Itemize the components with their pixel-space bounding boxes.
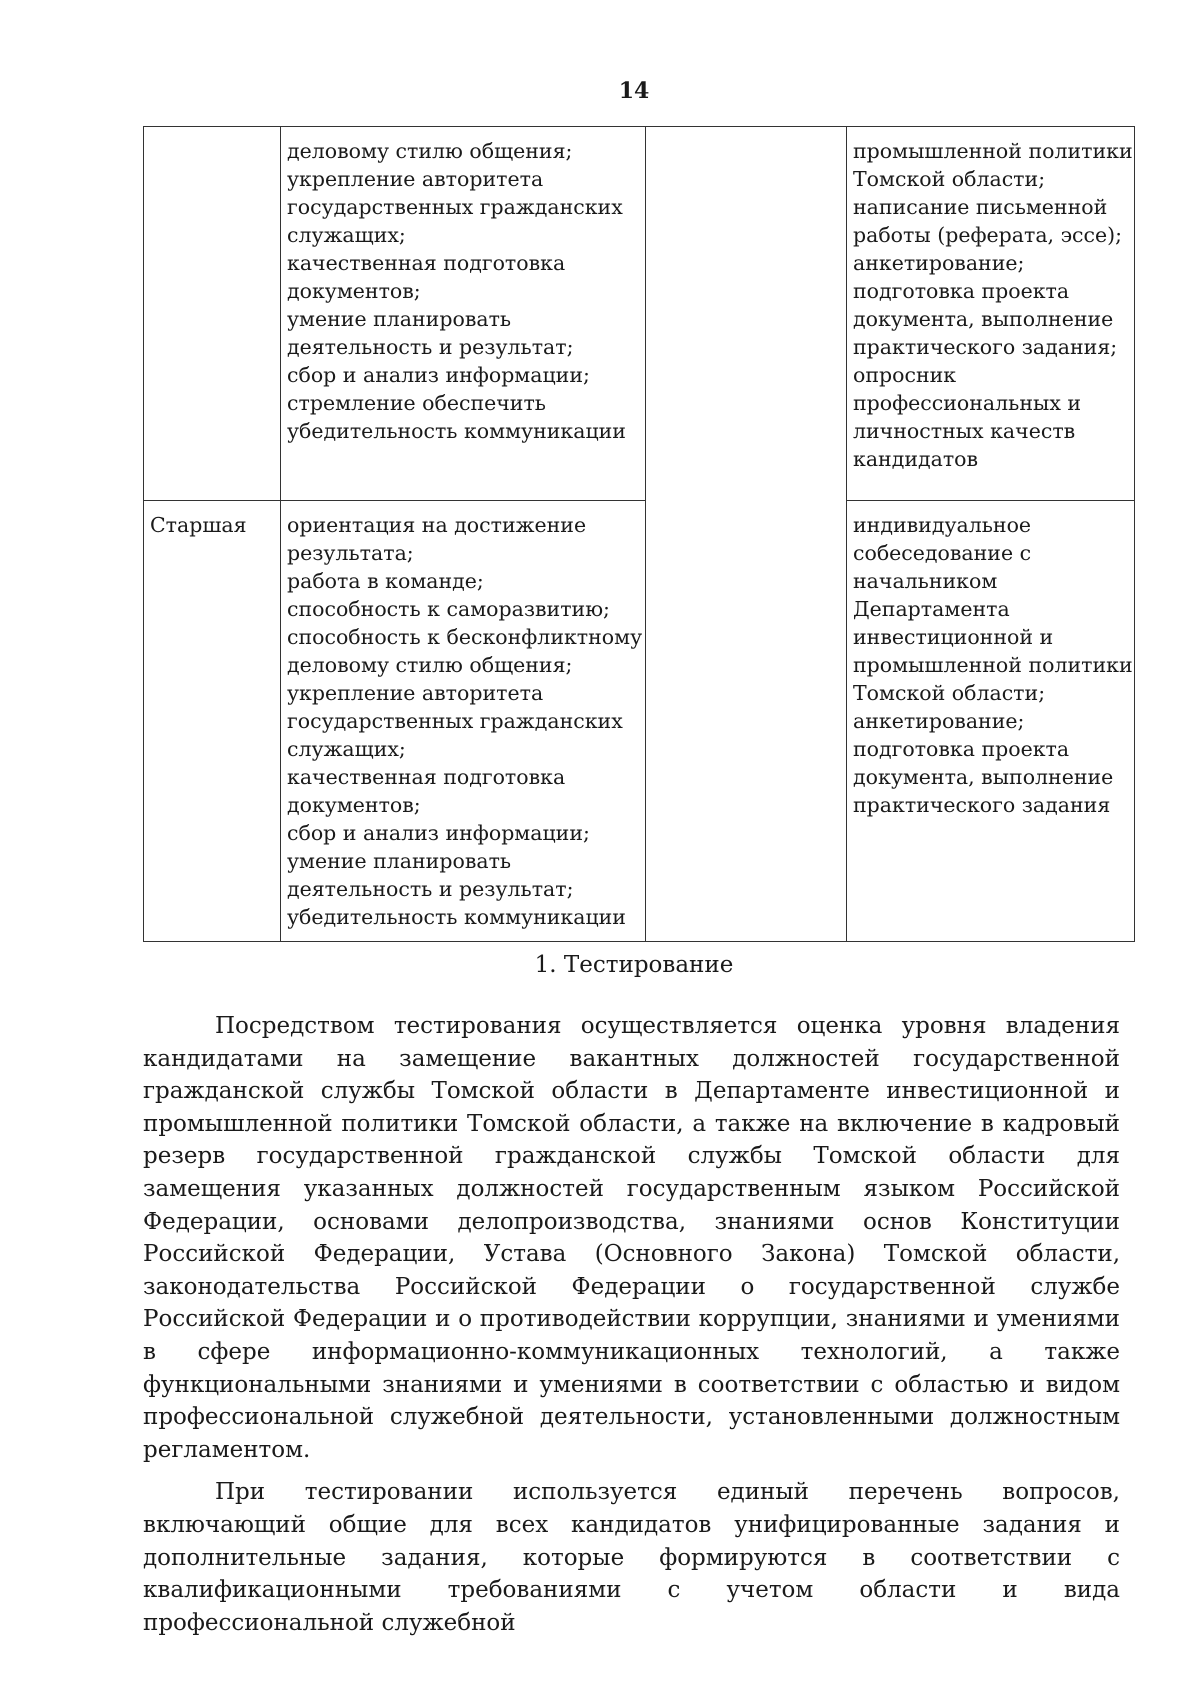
competency-line: способность к бесконфликтному [287,625,643,649]
competency-line: деловому стилю общения; [287,653,573,677]
group-cell [144,501,281,942]
competency-line: укрепление авторитета [287,681,544,705]
method-line: промышленной политики [853,653,1133,677]
paragraph: При тестировании используется единый перечень вопросов, включающий общие для всех кандидатов унифицированные задания и дополнительные задания, которые формируются в соответствии с квалификационными требованиями с учетом области и вида профессиональной служебной [143,1479,1120,1636]
body-text [143,1010,1120,1649]
competency-line: качественная подготовка [287,251,566,275]
competency-line: ориентация на достижение [287,513,587,537]
method-line: инвестиционной и [853,625,1054,649]
method-line: анкетирование; [853,709,1025,733]
table-row [144,127,1135,501]
method-line: практического задания; [853,335,1118,359]
paragraph: Посредством тестирования осуществляется оценка уровня владения кандидатами на замещение вакантных должностей государственной гражданской службы Томской области в Департаменте инвестиционной и промышленной политики Томской области, а также на включение в кадровый резерв государственной гражданской службы Томской области для замещения указанных должностей государственным языком Российской Федерации, основами делопроизводства, знаниями основ Конституции Российской Федерации, Устава (Основного Закона) Томской области, законодательства Российской Федерации о государственной службе Российской Федерации и о противодействии коррупции, знаниями и умениями в сфере информационно-коммуникационных технологий, а также функциональными знаниями и умениями в соответствии с областью и видом профессиональной служебной деятельности, установленными должностным регламентом. [143,1013,1120,1463]
table-row [144,501,1135,942]
competency-line: укрепление авторитета [287,167,544,191]
group-cell [144,127,281,501]
method-line: личностных качеств [853,419,1076,443]
empty-merged-cell [646,127,847,942]
competency-line: убедительность коммуникации [287,419,626,443]
competency-table [143,126,1135,942]
methods-cell [847,127,1135,501]
competency-line: служащих; [287,737,406,761]
page-number: 14 [618,78,650,104]
competency-line: сбор и анализ информации; [287,363,590,387]
competency-line: служащих; [287,223,406,247]
competency-line: результата; [287,541,414,565]
competency-line: деятельность и результат; [287,335,574,359]
competency-line: работа в команде; [287,569,484,593]
method-line: Департамента [853,597,1010,621]
competency-line: убедительность коммуникации [287,905,626,929]
competency-line: сбор и анализ информации; [287,821,590,845]
competency-line: деловому стилю общения; [287,139,573,163]
competency-line: способность к саморазвитию; [287,597,610,621]
method-line: практического задания [853,793,1111,817]
section-heading: 1. Тестирование [534,952,734,978]
competency-line: государственных гражданских [287,195,623,219]
group-label: Старшая [150,513,247,537]
method-line: подготовка проекта [853,279,1070,303]
competency-line: стремление обеспечить [287,391,546,415]
method-line: анкетирование; [853,251,1025,275]
method-line: Томской области; [853,681,1046,705]
competencies-cell [281,127,646,501]
competency-line: умение планировать [287,849,512,873]
method-line: документа, выполнение [853,765,1114,789]
method-line: кандидатов [853,447,979,471]
methods-cell [847,501,1135,942]
method-line: подготовка проекта [853,737,1070,761]
method-line: Томской области; [853,167,1046,191]
method-line: работы (реферата, эссе); [853,223,1123,247]
method-line: собеседование с [853,541,1032,565]
method-line: начальником [853,569,998,593]
method-line: написание письменной [853,195,1108,219]
method-line: опросник [853,363,957,387]
competency-line: документов; [287,279,421,303]
method-line: профессиональных и [853,391,1082,415]
competency-line: умение планировать [287,307,512,331]
competency-line: документов; [287,793,421,817]
method-line: индивидуальное [853,513,1032,537]
competency-line: государственных гражданских [287,709,623,733]
method-line: промышленной политики [853,139,1133,163]
competency-line: качественная подготовка [287,765,566,789]
competencies-cell [281,501,646,942]
competency-line: деятельность и результат; [287,877,574,901]
method-line: документа, выполнение [853,307,1114,331]
